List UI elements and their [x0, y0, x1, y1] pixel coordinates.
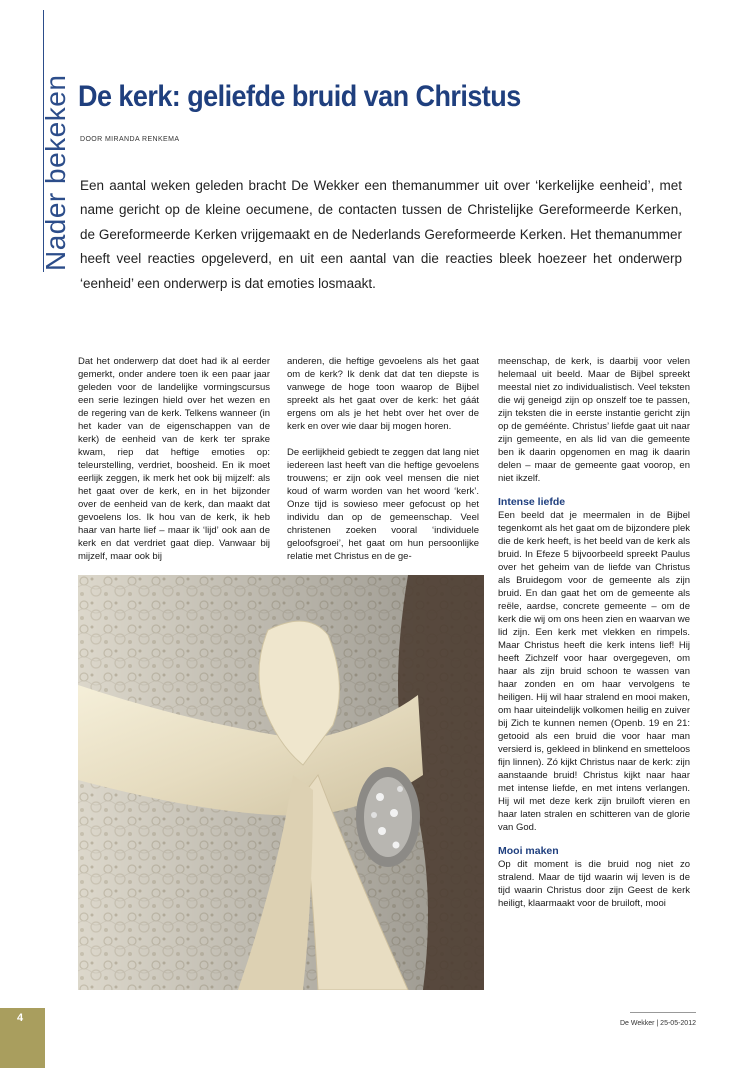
- column2-paragraph-1: anderen, die heftige gevoelens als het gaat om de kerk? Ik denk dat dat ten diepste is vanwege de hoge toon waarop de Bijbel spreekt als het gaat over de kerk: het gáát ergens om als je het hebt over het over de kerk en over wie daar bij mogen horen.: [287, 356, 479, 432]
- article-byline: DOOR MIRANDA RENKEMA: [80, 136, 180, 143]
- text-column-3: [498, 355, 690, 910]
- column1-paragraph: Dat het onderwerp dat doet had ik al eerder gemerkt, onder andere toen ik een paar jaar geleden voor de landelijke vormingscursus een serie lezingen hield over het wezen en de regering van de kerk. Telkens wanneer (in het kader van de eigenschappen van de kerk) de eenheid van de kerk ter sprake kwam, riep dat heftige emoties op: teleurstelling, verdriet, boosheid. En ik moet eerlijk zeggen, ik merk het ook bij mijzelf: als het gaat over de kerk, en in het bijzonder over de eenheid van de kerk, dan maakt dat gevoelens los. Ik hou van de kerk, ik heb haar van harte lief – maar ik ‘lijd’ ook aan de kerk en dat verdriet gaat diep. Vanwaar bij mijzelf, maar ook bij: [78, 356, 270, 562]
- wedding-dress-photo: [78, 575, 484, 990]
- article-headline: De kerk: geliefde bruid van Christus: [78, 80, 521, 113]
- footer-rule: [630, 1012, 696, 1013]
- subheading-intense-liefde: Intense liefde: [498, 496, 566, 508]
- column3-paragraph-1: meenschap, de kerk, is daarbij voor velen helemaal uit beeld. Maar de Bijbel spreekt meestal niet zo individualistisch. Veel teksten die wij geneigd zijn op onszelf toe te passen, zijn teksten die in eerste instantie gericht zijn op de geméénte. Christus’ liefde gaat uit naar zijn gemeente, en als lid van die gemeente ben ik daarin opgenomen en mag ik daarin delen – maar de gemeente gaat voorop, en niet ikzelf.: [498, 356, 690, 484]
- column3-paragraph-3: Op dit moment is die bruid nog niet zo stralend. Maar de tijd waarin wij leven is de tijd waarin Christus door zijn Geest de kerk heiligt, klaarmaakt voor de bruiloft, mooi: [498, 859, 690, 909]
- column2-paragraph-2: De eerlijkheid gebiedt te zeggen dat lang niet iedereen last heeft van die heftige gevoelens trouwens; er zijn ook veel mensen die niet koud of warm worden van het woord ‘kerk’. Onze tijd is sowieso meer gefocust op het individu dan op de gemeenschap. Veel christenen zoeken vooral ‘individuele geloofsgroei’, het gaat om hun persoonlijke relatie met Christus en de ge-: [287, 447, 479, 562]
- text-column-1: [78, 355, 270, 563]
- footer-publication: De Wekker | 25-05-2012: [619, 1020, 696, 1027]
- column3-paragraph-2: Een beeld dat je meermalen in de Bijbel tegenkomt als het gaat om de bijzondere plek die de kerk heeft, is het beeld van de kerk als bruid. In Efeze 5 bijvoorbeeld spreekt Paulus over het geheim van de liefde van Christus als Bruidegom voor de gemeente als zijn bruid. En dan gaat het om de gemeente als reële, aardse, concrete gemeente – om de kerk die wij om ons heen zien en waarvan we lid zijn. Een kerk met vlekken en rimpels. Maar Christus heeft die kerk intens lief! Hij heeft Zichzelf voor haar overgegeven, om haar als zijn bruid schoon te wassen van haar zonden en om haar vervolgens te heiligen. Hij wil haar stralend en mooi maken, om haar uiteindelijk volkomen heilig en zuiver bij Zich te kunnen nemen (Openb. 19 en 21: getooid als een bruid die voor haar man versierd is, gekleed in blinkend en smetteloos fijn linnen). Zó kijkt Christus naar de kerk: zijn aanstaande bruid! Christus kijkt naar haar met intense liefde, en met intens verlangen. Hij wil met deze kerk zijn bruiloft vieren en haar laten stralen en schitteren van de glorie van God.: [498, 510, 690, 833]
- subheading-mooi-maken: Mooi maken: [498, 845, 559, 857]
- page-number: 4: [16, 1012, 24, 1024]
- text-column-2: [287, 355, 479, 563]
- section-label: Nader bekeken: [40, 74, 71, 271]
- article-intro: Een aantal weken geleden bracht De Wekker een themanummer uit over ‘kerkelijke eenheid’, met name gericht op de kleine oecumene, de contacten tussen de Christelijke Gereformeerde Kerken, de Gereformeerde Kerken vrijgemaakt en de Nederlands Gereformeerde Kerken. Het themanummer heeft veel reacties opgeleverd, en uit een aantal van die reacties bleek hoezeer het onderwerp ‘eenheid’ een onderwerp is dat emoties losmaakt.: [80, 178, 682, 291]
